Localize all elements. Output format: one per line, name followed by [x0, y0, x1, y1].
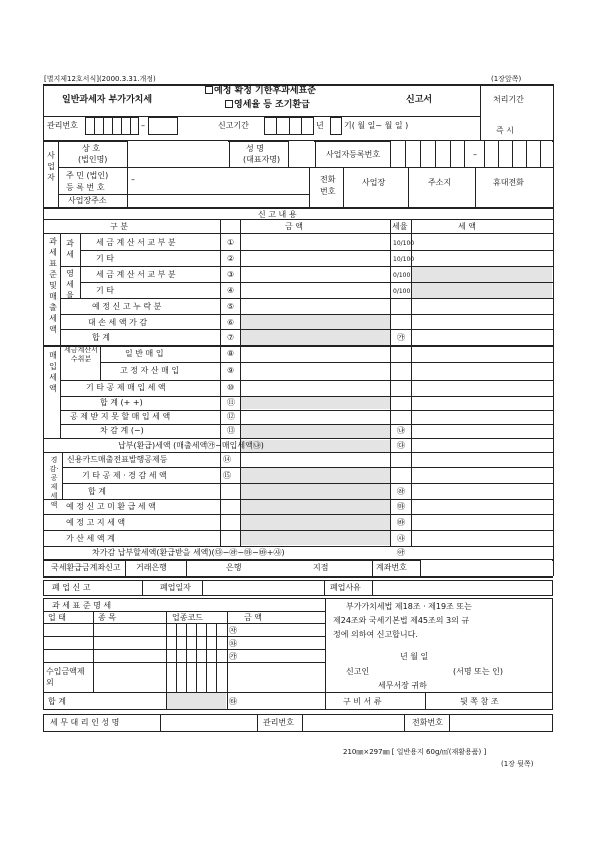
business-address-input[interactable]: [128, 195, 308, 207]
reporter-label: 신고인: [346, 667, 370, 676]
final-tax-label: 차가감 납부할세액(환급받을 세액)(㉰−㉱−㉲−㉳+㉴): [92, 548, 285, 557]
declaration-line-1: 부가가치세법 제18조 · 제19조 또는: [346, 602, 472, 611]
paper-spec: 210㎜×297㎜ [ 일반용지 60g/㎡(재활용품) ]: [343, 748, 487, 756]
declaration-line-3: 정에 의하여 신고합니다.: [333, 630, 418, 639]
business-name-input[interactable]: [128, 141, 228, 167]
closure-label: 폐 업 신 고: [52, 583, 91, 592]
account-number-input[interactable]: [421, 560, 552, 575]
form-title-right: 신고서: [406, 95, 433, 105]
form-title-options-1: 예정 확정 기한후과세표준: [205, 86, 316, 96]
see-back-label: 뒷 쪽 참 조: [460, 697, 499, 706]
phone-mobile-label: 휴대전화: [493, 178, 524, 187]
tax-agent-phone-input[interactable]: [450, 715, 552, 731]
declaration-date: 년 월 일: [400, 652, 429, 661]
signature-label: (서명 또는 인): [453, 667, 503, 676]
report-term-range: 기( 월 일~ 월 일 ): [344, 121, 409, 130]
closure-row: [43, 580, 553, 596]
tax-base-side-label: 과세표준및매출세액: [49, 237, 57, 334]
business-side-label: 사업자: [47, 151, 55, 182]
checkbox-icon[interactable]: [225, 100, 233, 108]
payable-tax-label: 납부(환급)세액 (매출세액㉮−매입세액㉯): [118, 441, 264, 450]
processing-period-label: 처리기간: [493, 95, 524, 104]
management-number-label: 관리번호: [47, 121, 78, 130]
resident-number-input[interactable]: [137, 168, 307, 194]
page-front-label: (1장앞쪽): [491, 75, 522, 83]
phone-home-label: 주소지: [428, 178, 452, 187]
tax-agent-label: 세 무 대 리 인 성 명: [50, 718, 120, 727]
tax-agent-name-input[interactable]: [161, 715, 256, 731]
checkbox-icon[interactable]: [205, 86, 213, 94]
tax-agent-mgmt-input[interactable]: [303, 715, 403, 731]
tax-base-detail-title: 과 세 표 준 명 세: [52, 601, 112, 610]
phone-office-label: 사업장: [362, 178, 386, 187]
page-back-label: (1장 뒷쪽): [501, 760, 534, 768]
report-period-label: 신고기간: [218, 121, 249, 130]
report-term-input[interactable]: [330, 117, 342, 135]
processing-immediate: 즉 시: [496, 126, 514, 135]
deduction-side-label: 경감·공제세액: [49, 456, 59, 509]
report-section-title: 신 고 내 용: [258, 210, 297, 219]
business-registration-input[interactable]: [391, 141, 552, 167]
form-title-options-2: 영세율 등 조기환급: [225, 100, 310, 110]
tax-office-label: 세무서장 귀하: [378, 681, 427, 690]
form-number: [별지제12호서식](2000.3.31.개정): [44, 75, 156, 83]
representative-input[interactable]: [289, 141, 314, 167]
tax-base-detail-block: [43, 598, 553, 710]
refund-account-label: 국세환급금계좌신고: [51, 563, 121, 572]
management-number-suffix-input[interactable]: [148, 117, 178, 135]
form-title-left: 일반과세자 부가가치세: [62, 95, 153, 105]
purchase-side-label: 매입세액: [49, 351, 57, 393]
declaration-line-2: 제24조와 국세기본법 제45조의 3의 규: [333, 616, 470, 625]
